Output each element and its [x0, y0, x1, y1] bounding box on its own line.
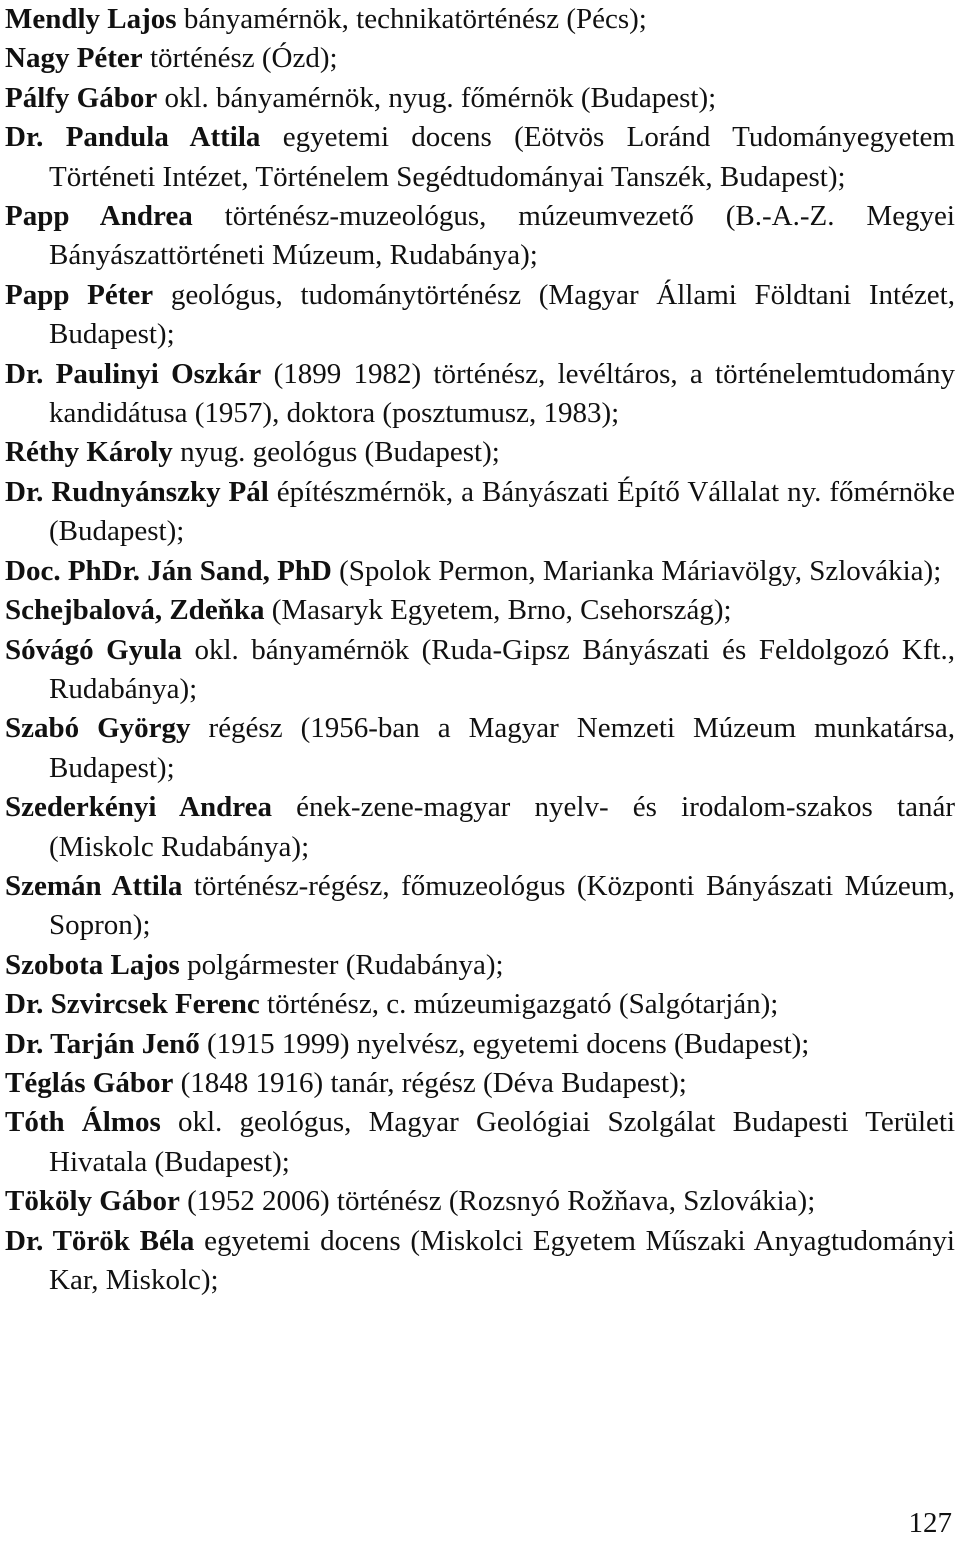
person-description: (1952 2006) történész (Rozsnyó Rožňava, Szlovákia);: [179, 1185, 816, 1218]
person-description: történész, c. múzeumigazgató (Salgótarján);: [259, 988, 779, 1021]
person-name: Papp Andrea: [5, 200, 193, 233]
person-name: Papp Péter: [5, 278, 154, 311]
list-item: [5, 867, 955, 946]
list-item: [5, 118, 955, 197]
list-item: [5, 946, 955, 985]
person-name: Szabó György: [5, 712, 191, 745]
person-name: Tököly Gábor: [5, 1185, 180, 1218]
person-name: Pálfy Gábor: [5, 81, 158, 114]
person-name: Dr. Pandula Attila: [5, 121, 261, 154]
list-item: [5, 709, 955, 788]
list-item: [5, 1222, 955, 1301]
person-name: Szederkényi Andrea: [5, 791, 272, 824]
list-item: [5, 552, 955, 591]
list-item: [5, 0, 955, 39]
person-description: (1848 1916) tanár, régész (Déva Budapest);: [173, 1066, 687, 1099]
person-name: Szobota Lajos: [5, 948, 180, 981]
person-description: okl. bányamérnök, nyug. főmérnök (Budapest);: [157, 81, 717, 114]
list-item: [5, 197, 955, 276]
person-description: geológus, tudománytörténész (Magyar Állami Földtani Intézet, Budapest);: [49, 278, 955, 351]
person-name: Schejbalová, Zdeňka: [5, 594, 265, 627]
person-description: okl. bányamérnök (Ruda-Gipsz Bányászati és Feldolgozó Kft., Rudabánya);: [49, 633, 955, 705]
list-item: [5, 631, 955, 710]
list-item: [5, 355, 955, 434]
list-item: [5, 985, 955, 1024]
person-name: Mendly Lajos: [5, 3, 177, 35]
person-name: Dr. Rudnyánszky Pál: [5, 475, 269, 508]
list-item: [5, 473, 955, 552]
person-name: Nagy Péter: [5, 42, 143, 75]
person-name: Doc. PhDr. Ján Sand, PhD: [5, 554, 332, 587]
list-item: [5, 591, 955, 630]
person-name: Téglás Gábor: [5, 1066, 174, 1099]
person-description: történész (Ózd);: [142, 42, 338, 75]
list-item: [5, 1025, 955, 1064]
person-description: nyug. geológus (Budapest);: [172, 436, 500, 469]
list-item: [5, 433, 955, 472]
person-name: Dr. Paulinyi Oszkár: [5, 357, 262, 390]
person-description: egyetemi docens (Eötvös Loránd Tudományegyetem Történeti Intézet, Történelem Segédtudományai Tanszék, Budapest);: [49, 121, 955, 193]
person-name: Réthy Károly: [5, 436, 173, 469]
person-description: polgármester (Rudabánya);: [179, 948, 504, 981]
list-item: [5, 1182, 955, 1221]
person-name: Dr. Szvircsek Ferenc: [5, 988, 260, 1021]
person-name: Dr. Török Béla: [5, 1224, 195, 1257]
person-description: ének-zene-magyar nyelv- és irodalom-szakos tanár (Miskolc Rudabánya);: [49, 791, 955, 863]
person-name: Szemán Attila: [5, 869, 183, 902]
person-description: okl. geológus, Magyar Geológiai Szolgálat Budapesti Területi Hivatala (Budapest);: [49, 1106, 956, 1178]
person-name: Sóvágó Gyula: [5, 633, 182, 666]
list-item: [5, 39, 955, 78]
list-item: [5, 1064, 955, 1103]
list-item: [5, 79, 955, 118]
person-description: (1899 1982) történész, levéltáros, a történelemtudomány kandidátusa (1957), doktora (posztumusz, 1983);: [49, 357, 956, 430]
person-description: történész-régész, főmuzeológus (Központi Bányászati Múzeum, Sopron);: [49, 869, 955, 942]
person-description: egyetemi docens (Miskolci Egyetem Műszaki Anyagtudományi Kar, Miskolc);: [49, 1224, 955, 1296]
person-description: történész-muzeológus, múzeumvezető (B.-A.-Z. Megyei Bányászattörténeti Múzeum, Rudabánya);: [49, 200, 955, 272]
list-item: [5, 788, 955, 867]
person-description: (Masaryk Egyetem, Brno, Csehország);: [264, 594, 732, 627]
person-name: Tóth Álmos: [5, 1106, 161, 1139]
name-list: [5, 0, 955, 1300]
page-number: 127: [908, 1507, 952, 1539]
person-name: Dr. Tarján Jenő: [5, 1027, 200, 1060]
list-item: [5, 276, 955, 355]
person-description: régész (1956-ban a Magyar Nemzeti Múzeum munkatársa, Budapest);: [49, 712, 955, 784]
person-description: bányamérnök, technikatörténész (Pécs);: [176, 3, 647, 35]
person-description: (Spolok Permon, Marianka Máriavölgy, Szlovákia);: [331, 554, 942, 587]
list-item: [5, 1103, 955, 1182]
person-description: (1915 1999) nyelvész, egyetemi docens (Budapest);: [199, 1027, 810, 1060]
person-description: építészmérnök, a Bányászati Építő Vállalat ny. főmérnöke (Budapest);: [49, 475, 955, 548]
